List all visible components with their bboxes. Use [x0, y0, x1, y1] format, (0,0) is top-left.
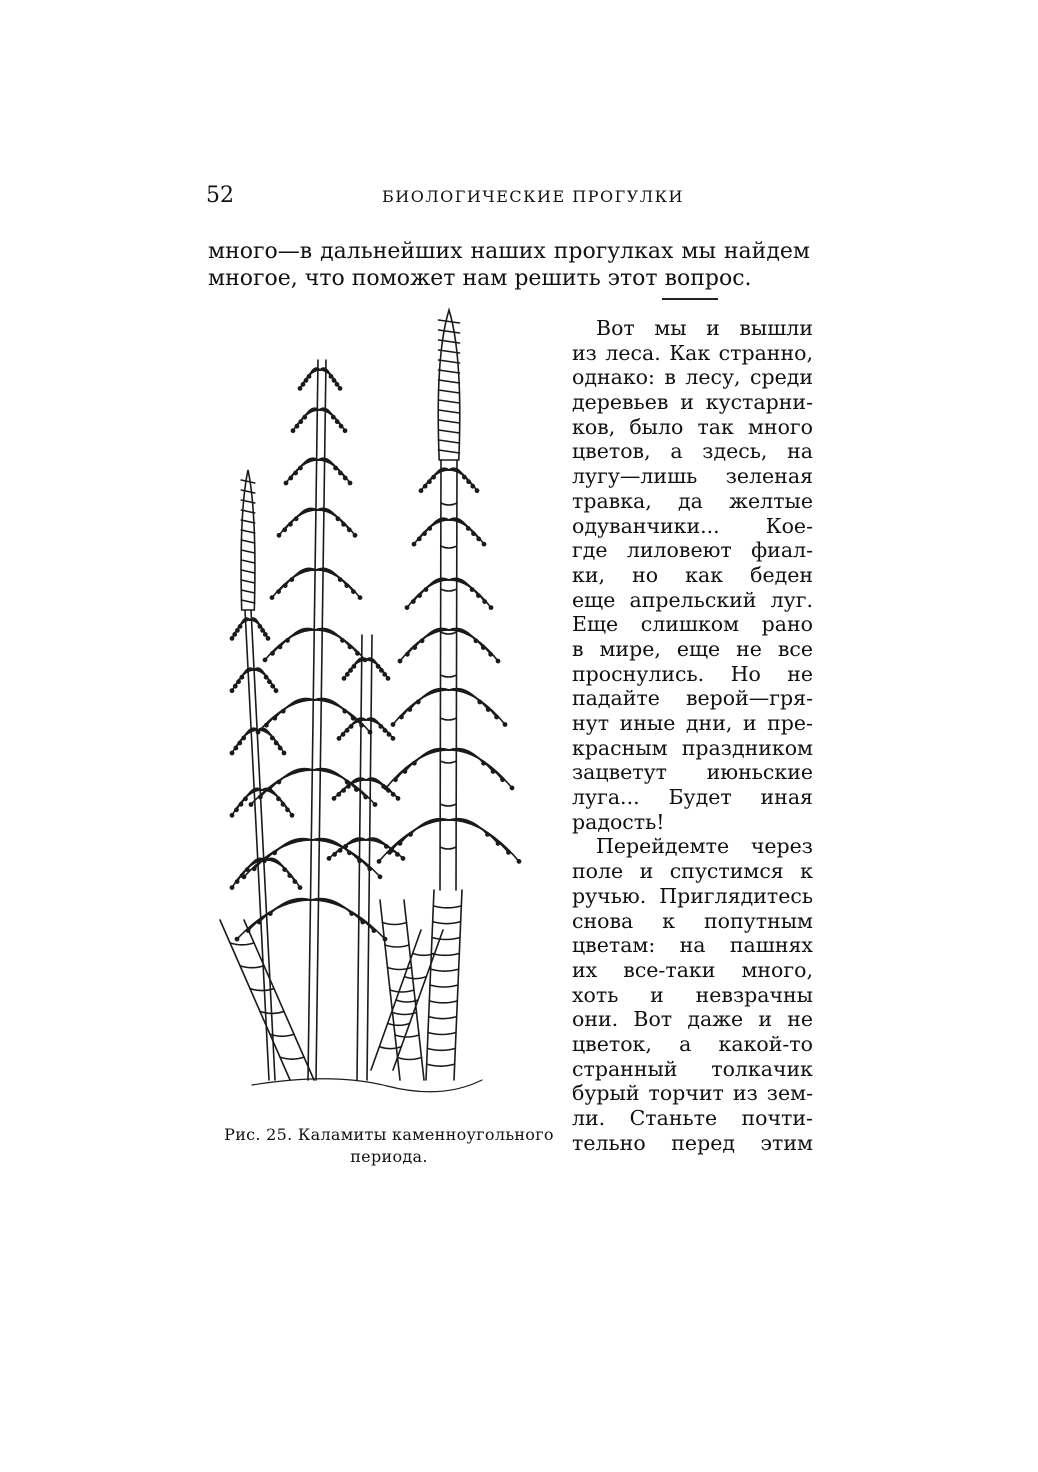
leaf-tip [510, 786, 513, 789]
stem-node [433, 922, 461, 924]
leaf-whorl [275, 699, 314, 718]
stem-node [428, 1033, 456, 1035]
stem [440, 460, 457, 890]
leaf-tip [517, 860, 520, 863]
stem-node [432, 938, 460, 940]
text-line: однако: в лесу, среди [572, 365, 813, 390]
text-line: деревьев и кустарни- [572, 390, 813, 415]
text-line: странный толкачик [572, 1056, 813, 1081]
cone-scale [241, 580, 255, 583]
stem-node [413, 953, 435, 955]
intro-line: многое, что поможет нам решить этот вопрос. [208, 266, 752, 291]
leaf-whorl [266, 859, 290, 875]
text-line: Еще слишком рано [572, 612, 813, 637]
cone-scale [241, 570, 255, 573]
leaf-tip [378, 875, 381, 878]
leaf-whorl [420, 579, 449, 595]
figure-caption [214, 1124, 564, 1168]
stem-node [433, 906, 461, 908]
leaf-tip [230, 751, 233, 754]
stem-node [441, 632, 457, 634]
stem-node [395, 1035, 419, 1037]
cone-scale [241, 560, 255, 563]
text-line: нут иные дни, и пре- [572, 711, 813, 735]
cone-scale [439, 360, 460, 363]
cone-scale [241, 590, 255, 593]
text-line: ки, но как беден [572, 562, 813, 587]
leaf-whorl [311, 900, 374, 931]
text-line: бурый торчит из зем- [572, 1081, 813, 1106]
leaf-tip [230, 814, 233, 817]
leaf-whorl [379, 820, 449, 861]
leaf-tip [377, 860, 380, 863]
cone-scale [439, 430, 460, 433]
text-line: где лиловеют фиал- [572, 538, 813, 563]
leaf-tip [290, 814, 293, 817]
running-head: БИОЛОГИЧЕСКИЕ ПРОГУЛКИ [382, 187, 684, 206]
cone-scale [439, 410, 460, 413]
text-line: ручью. Приглядитесь [572, 883, 813, 908]
leaf-tip [291, 429, 294, 432]
stem-node [440, 761, 456, 763]
cone-scale [241, 520, 255, 523]
text-line: цветам: на пашнях [572, 933, 813, 958]
stem-node [250, 989, 274, 991]
leaf-tip [342, 677, 345, 680]
cone-scale [241, 600, 255, 603]
stem-node [427, 1048, 455, 1050]
stem-node [441, 503, 457, 505]
calamites-illustration [212, 300, 562, 1120]
stem-node [441, 589, 457, 591]
stem-node [240, 966, 264, 968]
leaf-whorl [244, 840, 312, 877]
text-line: снова к попутным [572, 908, 813, 933]
leaf-tip [274, 689, 277, 692]
cone-scale [439, 400, 460, 403]
stem-node [440, 804, 456, 806]
leaf-tip [343, 429, 346, 432]
leaf-tip [249, 803, 252, 806]
stem-node [230, 943, 254, 945]
text-line: цветов, а здесь, на [572, 439, 813, 464]
text-line: цветок, а какой-то [572, 1031, 813, 1056]
cone-scale [439, 390, 460, 393]
text-line: они. Вот даже и не [572, 1007, 813, 1032]
leaf-tip [353, 534, 356, 537]
leaf-tip [412, 543, 415, 546]
leaf-tip [266, 637, 269, 640]
leaf-whorl [400, 819, 449, 843]
stem-node [431, 969, 459, 971]
text-line: Вот мы и вышли [596, 316, 813, 340]
leaf-tip [358, 596, 361, 599]
leaf-whorl [449, 629, 483, 647]
stem-node [390, 990, 414, 992]
leaf-tip [298, 886, 301, 889]
cone-scale [439, 380, 460, 383]
text-line: красным праздником [572, 735, 813, 760]
stem-node [441, 675, 457, 677]
intro-line: много—в дальнейших наших прогулках мы найдем [208, 239, 810, 264]
leaf-whorl [248, 900, 311, 931]
page-number: 52 [206, 183, 234, 208]
leaf-tip [489, 606, 492, 609]
text-line: Перейдемте через [596, 834, 813, 859]
text-line: ли. Станьте почти- [572, 1106, 813, 1130]
stem-node [440, 718, 456, 720]
leaf-whorl [415, 629, 449, 647]
leaf-whorl [315, 629, 350, 647]
leaf-tip [482, 543, 485, 546]
stem-node [429, 1001, 457, 1003]
text-line: падайте верой—гря- [572, 686, 813, 711]
stem [380, 900, 424, 1080]
caption-line: Рис. 25. Каламиты каменноугольного [224, 1125, 554, 1144]
leaf-whorl [449, 820, 519, 861]
cone-scale [439, 370, 460, 373]
cone-scale [439, 440, 460, 443]
cone-scale [241, 490, 255, 493]
leaf-whorl [449, 820, 509, 853]
leaf-tip [348, 481, 351, 484]
stem-node [430, 985, 458, 987]
leaf-whorl [237, 900, 311, 939]
page-header [206, 183, 818, 213]
leaf-whorl [449, 689, 488, 709]
leaf-tip [230, 689, 233, 692]
leaf-tip [386, 677, 389, 680]
leaf-tip [230, 886, 233, 889]
text-line: их все-таки много, [572, 957, 813, 982]
leaf-tip [327, 857, 330, 860]
leaf-tip [282, 751, 285, 754]
cone-scale [241, 530, 255, 533]
stem-node [280, 1057, 304, 1059]
leaf-tip [338, 387, 341, 390]
leaf-tip [235, 938, 238, 941]
text-line: ков, было так много [572, 414, 813, 439]
leaf-tip [277, 534, 280, 537]
text-line: проснулись. Но не [572, 661, 813, 686]
text-line: лугу—лишь зеленая [572, 464, 813, 489]
leaf-tip [496, 659, 499, 662]
stem-node [270, 1034, 294, 1036]
cone-scale [241, 540, 255, 543]
cone-scale [439, 420, 460, 423]
leaf-whorl [449, 750, 512, 788]
text-line: тельно перед этим [572, 1130, 813, 1155]
stem [357, 635, 372, 1080]
leaf-whorl [316, 569, 347, 585]
leaf-tip [391, 723, 394, 726]
cone-scale [241, 480, 255, 483]
stem-node [431, 953, 459, 955]
text-line: травка, да желтые [572, 488, 813, 513]
stem-node [427, 1064, 455, 1066]
stem-node [398, 1058, 422, 1060]
cone-scale [241, 550, 255, 553]
leaf-whorl [260, 770, 313, 797]
leaf-tip [298, 387, 301, 390]
leaf-tip [373, 803, 376, 806]
cone-scale [439, 450, 460, 453]
leaf-tip [284, 481, 287, 484]
leaf-whorl [449, 579, 478, 595]
leaf-whorl [314, 699, 353, 718]
leaf-tip [270, 596, 273, 599]
leaf-tip [503, 723, 506, 726]
calamites-drawing [212, 300, 562, 1100]
leaf-tip [230, 637, 233, 640]
stem-node [429, 1017, 457, 1019]
leaf-tip [263, 658, 266, 661]
stem-node [404, 977, 426, 979]
cone-scale [439, 330, 460, 333]
text-line: радость! [572, 809, 665, 834]
leaf-tip [391, 737, 394, 740]
leaf-tip [401, 857, 404, 860]
stem-node [396, 1000, 418, 1002]
text-line: луга... Будет иная [572, 785, 813, 810]
text-line: из леса. Как странно, [572, 340, 813, 365]
stem-node [385, 945, 409, 947]
leaf-tip [396, 797, 399, 800]
stem-node [440, 847, 456, 849]
leaf-whorl [285, 569, 316, 585]
section-divider [662, 298, 718, 300]
text-line: зацветут июньские [572, 760, 813, 785]
caption-line: периода. [350, 1147, 428, 1166]
text-line: еще апрельский луг. [572, 587, 813, 612]
leaf-tip [475, 489, 478, 492]
text-column [572, 316, 813, 1155]
stem-node [441, 546, 457, 548]
leaf-tip [419, 489, 422, 492]
leaf-tip [337, 737, 340, 740]
leaf-tip [405, 606, 408, 609]
leaf-tip [332, 797, 335, 800]
intro-paragraph [208, 238, 810, 292]
leaf-whorl [401, 690, 449, 717]
leaf-whorl [270, 769, 313, 789]
leaf-whorl [410, 689, 449, 709]
text-line: хоть и невзрачны [572, 982, 813, 1007]
stem-node [383, 923, 407, 925]
cone-scale [439, 320, 460, 323]
stem-node [388, 1023, 410, 1025]
leaf-whorl [311, 900, 385, 939]
text-line: поле и спустимся к [572, 859, 813, 884]
leaf-whorl [280, 629, 315, 647]
leaf-tip [398, 659, 401, 662]
text-line: в мире, еще не все [572, 636, 813, 661]
stem [308, 360, 326, 1080]
stem-node [379, 1047, 401, 1049]
text-line: одуванчики... Кое- [572, 513, 813, 538]
leaf-whorl [405, 749, 449, 771]
leaf-whorl [312, 840, 370, 869]
